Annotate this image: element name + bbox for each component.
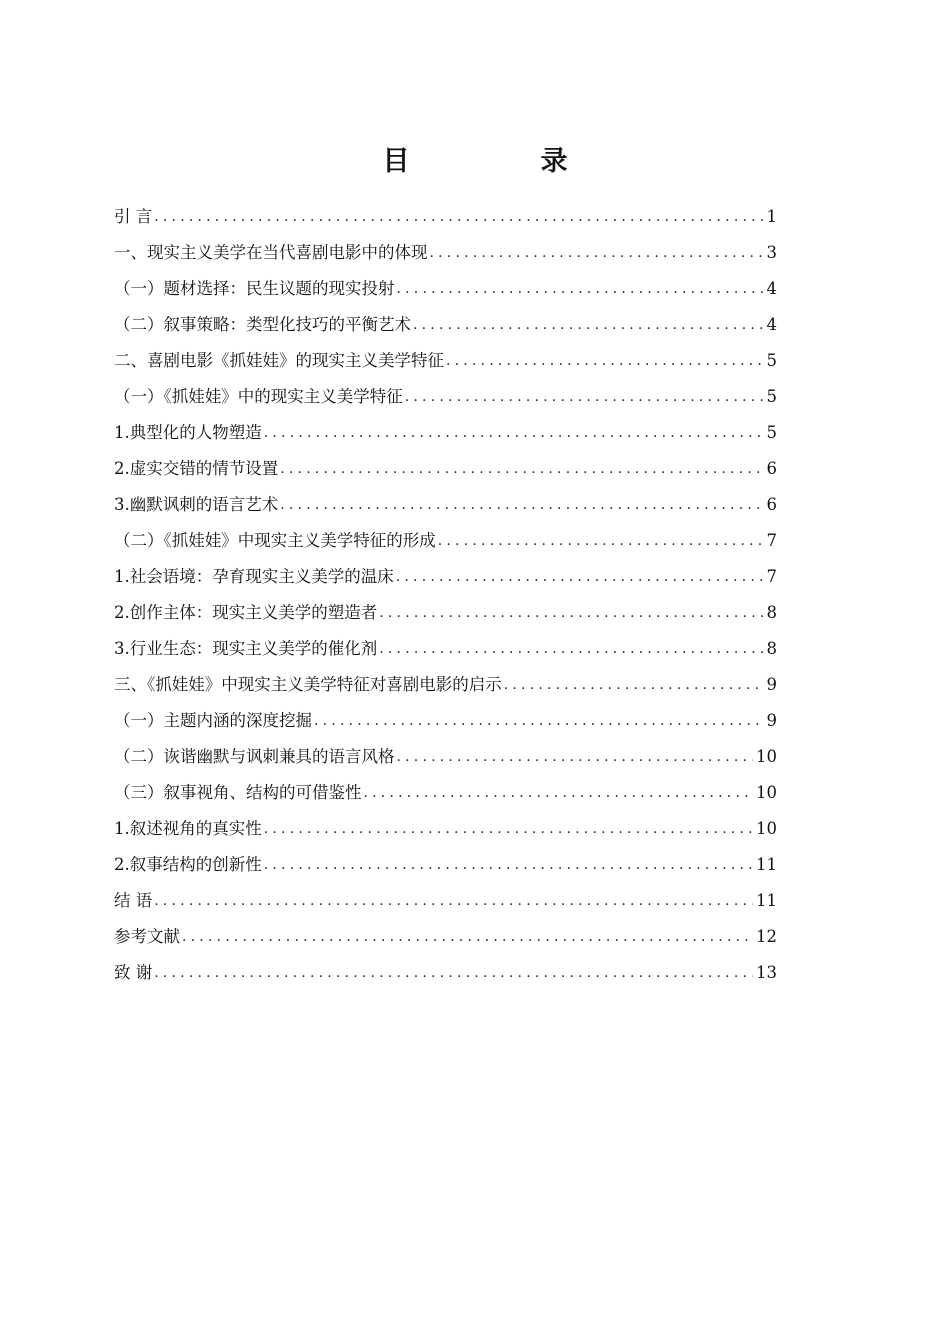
toc-page-number: 13 xyxy=(756,963,777,982)
toc-entry-section-3-3[interactable] xyxy=(114,775,777,811)
toc-entry-label: （二）《抓娃娃》中现实主义美学特征的形成 xyxy=(114,531,436,550)
toc-entry-subsection-2-1-2[interactable] xyxy=(114,451,777,487)
toc-entry-label: 二、喜剧电影《抓娃娃》的现实主义美学特征 xyxy=(114,351,444,370)
toc-entry-subsection-2-2-2[interactable] xyxy=(114,595,777,631)
toc-entry-label: （三）叙事视角、结构的可借鉴性 xyxy=(114,783,362,802)
toc-page-number: 10 xyxy=(756,819,777,838)
toc-page-number: 4 xyxy=(766,315,777,334)
toc-page-number: 5 xyxy=(766,351,777,370)
toc-page-number: 10 xyxy=(756,747,777,766)
toc-page-number: 8 xyxy=(766,603,777,622)
toc-entry-section-1-1[interactable] xyxy=(114,271,777,307)
toc-entry-subsection-2-2-1[interactable] xyxy=(114,559,777,595)
toc-entry-conclusion[interactable] xyxy=(114,883,777,919)
toc-page-number: 5 xyxy=(766,423,777,442)
toc-entry-section-3-2[interactable] xyxy=(114,739,777,775)
toc-page-number: 9 xyxy=(766,711,777,730)
page-title: 目 录 xyxy=(382,146,620,177)
table-of-contents xyxy=(114,199,777,991)
toc-entry-label: 引 言 xyxy=(114,207,153,226)
toc-leader-dots xyxy=(154,199,763,235)
toc-entry-section-2-1[interactable] xyxy=(114,379,777,415)
toc-leader-dots xyxy=(396,559,764,595)
toc-leader-dots xyxy=(405,379,764,415)
toc-entry-subsection-3-3-1[interactable] xyxy=(114,811,777,847)
toc-entry-label: （一）主题内涵的深度挖掘 xyxy=(114,711,312,730)
toc-entry-label: 3.幽默讽刺的语言艺术 xyxy=(114,495,279,514)
toc-entry-label: 1.社会语境：孕育现实主义美学的温床 xyxy=(114,567,394,586)
toc-entry-label: 一、现实主义美学在当代喜剧电影中的体现 xyxy=(114,243,428,262)
toc-entry-subsection-2-1-3[interactable] xyxy=(114,487,777,523)
toc-leader-dots xyxy=(504,667,764,703)
toc-leader-dots xyxy=(182,919,753,955)
toc-entry-label: 三、《抓娃娃》中现实主义美学特征对喜剧电影的启示 xyxy=(114,675,502,694)
toc-page-number: 11 xyxy=(756,855,777,874)
toc-entry-intro[interactable] xyxy=(114,199,777,235)
toc-page-number: 7 xyxy=(766,531,777,550)
toc-entry-acknowledgements[interactable] xyxy=(114,955,777,991)
toc-entry-label: 致 谢 xyxy=(114,963,153,982)
toc-page-number: 4 xyxy=(766,279,777,298)
toc-leader-dots xyxy=(379,595,763,631)
toc-leader-dots xyxy=(154,955,753,991)
toc-page-number: 3 xyxy=(766,243,777,262)
toc-entry-label: 2.叙事结构的创新性 xyxy=(114,855,262,874)
toc-leader-dots xyxy=(446,343,764,379)
toc-entry-subsection-3-3-2[interactable] xyxy=(114,847,777,883)
toc-entry-label: （二）叙事策略：类型化技巧的平衡艺术 xyxy=(114,315,411,334)
toc-entry-label: 1.典型化的人物塑造 xyxy=(114,423,262,442)
toc-page-number: 6 xyxy=(766,495,777,514)
toc-page-number: 10 xyxy=(756,783,777,802)
toc-leader-dots xyxy=(314,703,764,739)
toc-leader-dots xyxy=(280,487,763,523)
toc-entry-chapter-1[interactable] xyxy=(114,235,777,271)
toc-entry-subsection-2-1-1[interactable] xyxy=(114,415,777,451)
toc-entry-label: 结 语 xyxy=(114,891,153,910)
toc-leader-dots xyxy=(397,271,764,307)
toc-entry-label: （二）诙谐幽默与讽刺兼具的语言风格 xyxy=(114,747,395,766)
toc-entry-section-1-2[interactable] xyxy=(114,307,777,343)
toc-entry-label: 2.创作主体：现实主义美学的塑造者 xyxy=(114,603,378,622)
toc-page-number: 8 xyxy=(766,639,777,658)
toc-entry-chapter-3[interactable] xyxy=(114,667,777,703)
toc-page-number: 9 xyxy=(766,675,777,694)
toc-page-number: 11 xyxy=(756,891,777,910)
toc-leader-dots xyxy=(154,883,753,919)
toc-page-number: 1 xyxy=(766,207,777,226)
toc-leader-dots xyxy=(430,235,764,271)
toc-entry-subsection-2-2-3[interactable] xyxy=(114,631,777,667)
toc-entry-label: （一）题材选择：民生议题的现实投射 xyxy=(114,279,395,298)
toc-entry-section-3-1[interactable] xyxy=(114,703,777,739)
toc-page-number: 7 xyxy=(766,567,777,586)
toc-entry-label: 3.行业生态：现实主义美学的催化剂 xyxy=(114,639,378,658)
toc-page-number: 6 xyxy=(766,459,777,478)
toc-entry-label: 2.虚实交错的情节设置 xyxy=(114,459,279,478)
toc-leader-dots xyxy=(280,451,763,487)
toc-entry-references[interactable] xyxy=(114,919,777,955)
toc-entry-label: （一）《抓娃娃》中的现实主义美学特征 xyxy=(114,387,403,406)
toc-entry-label: 1.叙述视角的真实性 xyxy=(114,819,262,838)
toc-leader-dots xyxy=(264,847,753,883)
toc-entry-section-2-2[interactable] xyxy=(114,523,777,559)
toc-entry-chapter-2[interactable] xyxy=(114,343,777,379)
toc-leader-dots xyxy=(379,631,763,667)
toc-leader-dots xyxy=(264,415,764,451)
toc-leader-dots xyxy=(413,307,764,343)
toc-leader-dots xyxy=(364,775,754,811)
toc-leader-dots xyxy=(397,739,754,775)
toc-page-number: 5 xyxy=(766,387,777,406)
toc-entry-label: 参考文献 xyxy=(114,927,180,946)
toc-page-number: 12 xyxy=(756,927,777,946)
toc-leader-dots xyxy=(264,811,753,847)
toc-leader-dots xyxy=(438,523,764,559)
